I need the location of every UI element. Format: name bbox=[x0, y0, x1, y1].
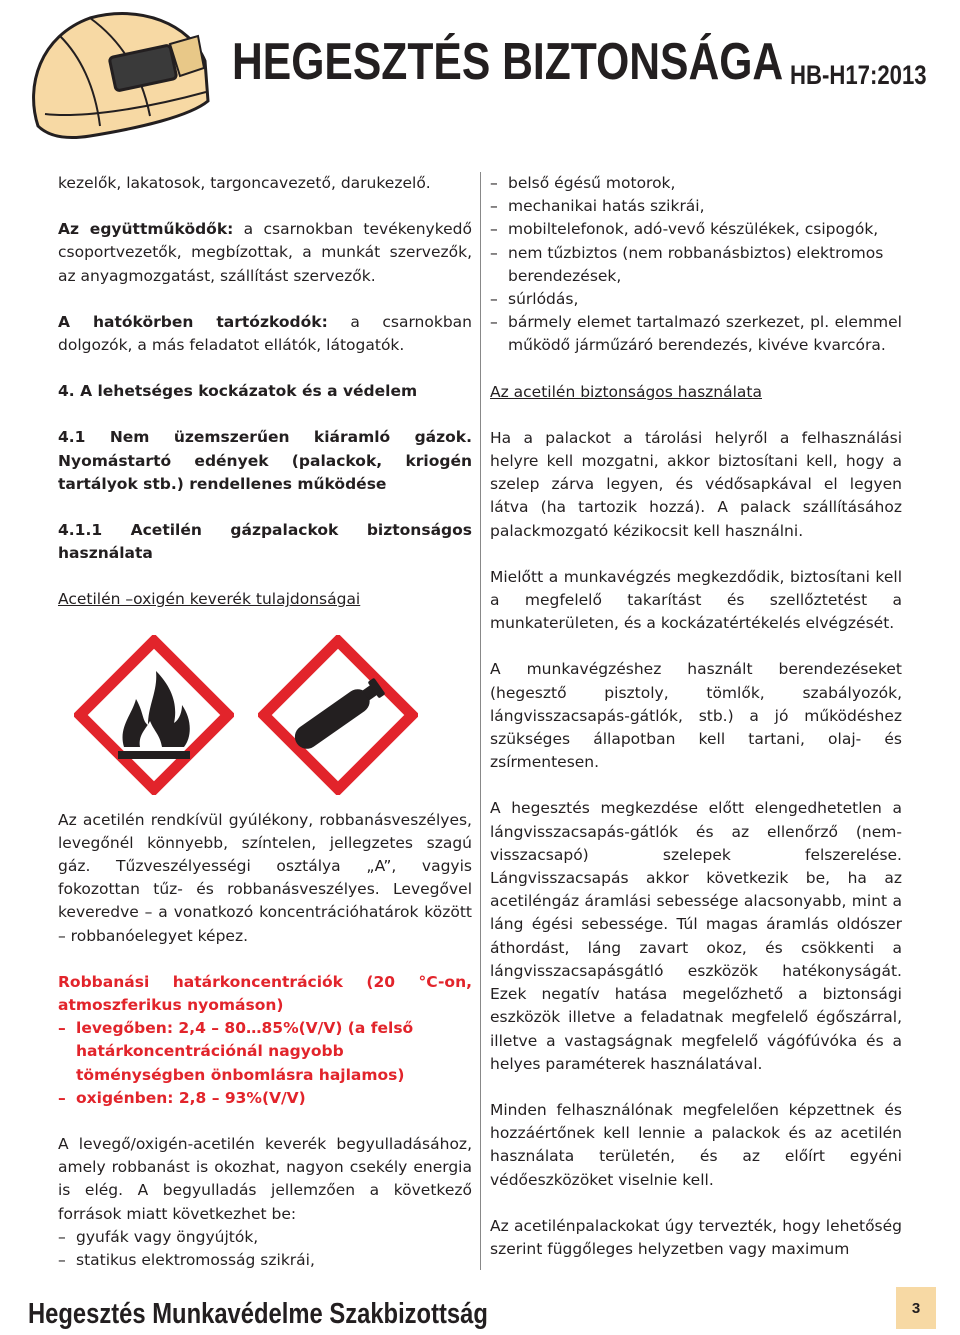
ignition-source-item: – gyufák vagy öngyújtók, bbox=[58, 1226, 472, 1249]
flammable-pictogram-icon bbox=[74, 635, 234, 795]
page-number: 3 bbox=[896, 1287, 936, 1329]
ignition-source-item: – mechanikai hatás szikrái, bbox=[490, 195, 902, 218]
paragraph-cylinder-position: Az acetilénpalackokat úgy tervezték, hogy lehetőség szerint függőleges helyzetben vagy maximum bbox=[490, 1216, 902, 1258]
column-divider bbox=[480, 172, 481, 1270]
footer-organization: Hegesztés Munkavédelme Szakbizottság bbox=[28, 1298, 488, 1330]
ignition-source-item: – bármely elemet tartalmazó szerkezet, pl. elemmel működő járműzáró berendezés, kivéve kvarcóra. bbox=[490, 311, 902, 357]
section-heading-4-1: 4.1 Nem üzemszerűen kiáramló gázok. Nyomástartó edények (palackok, kriogén tartályok stb.) rendellenes működése bbox=[58, 428, 472, 493]
paragraph-flashback-arrestors: A hegesztés megkezdése előtt elengedhetetlen a lángvisszacsapás-gátlók és az ellenőrző (nem-visszacsapó) szelepek felszerelése. Lángvisszacsapás akkor következik be, ha az acetiléngáz áramlási sebessége alacsonyabb, mint a láng égési sebessége. Túl magas áramlás oldószer áthordást, láng zavart okoz, és csökkenti a lángvisszacsapásgátló eszközök hatékonyságát. Ezek negatív hatása megelőzhető a biztonsági eszközök illetve a feladatnak megfelelő égőszárral, illetve a vastagságnak megfelelő vágófúvóka és a helyes paraméterek használatával. bbox=[490, 799, 902, 1073]
paragraph-ignition: A levegő/oxigén-acetilén keverék begyulladásához, amely robbanást is okozhat, nagyon csekély energia is elég. A begyulladás jellemzően a következő források miatt következhet be: bbox=[58, 1135, 472, 1223]
explosion-limits-list bbox=[58, 1017, 472, 1110]
label-cooperators: Az együttműködők: bbox=[58, 220, 234, 239]
paragraph-equipment-condition: A munkavégzéshez használt berendezéseket (hegesztő pisztoly, tömlők, szabályozók, lángvisszacsapás-gátlók, stb.) a jó működéshez szükséges állapotban kell tartani, olaj- és zsírmentesen. bbox=[490, 660, 902, 772]
ignition-sources-list bbox=[58, 1226, 472, 1272]
ignition-source-item: – súrlódás, bbox=[490, 288, 902, 311]
text-bystanders: a csarnokban dolgozók, a más feladatot ellátók, látogatók. bbox=[58, 312, 472, 355]
ignition-source-item: – nem tűzbiztos (nem robbanásbiztos) elektromos berendezések, bbox=[490, 242, 902, 288]
ignition-source-item: – mobiltelefonok, adó-vevő készülékek, csipogók, bbox=[490, 218, 902, 241]
paragraph-acetylene-properties: Az acetilén rendkívül gyúlékony, robbanásveszélyes, levegőnél könnyebb, színtelen, jellegzetes szagú gáz. Tűzveszélyességi osztálya „A”, vagyis fokozottan tűz- és robbanásveszélyes. Levegővel keveredve – a vonatkozó koncentrációhatárok között – robbanóelegyet képez. bbox=[58, 810, 472, 945]
paragraph-bystanders bbox=[58, 311, 472, 357]
explosion-limits-heading: Robbanási határkoncentrációk (20 °C-on, atmoszferikus nyomáson) bbox=[58, 972, 472, 1015]
text-cooperators: a csarnokban tevékenykedő csoportvezetők, megbízottak, a munkát szervezők, az anyagmozgatást, szállítást szervezők. bbox=[58, 220, 472, 285]
paragraph-workplace-prep: Mielőtt a munkavégzés megkezdődik, biztosítani kell a megfelelő takarítást és szellőztetést a munkaterületen, és a kockázatértékelés elvégzését. bbox=[490, 567, 902, 633]
hazard-pictograms bbox=[74, 635, 472, 795]
document-code: HB-H17:2013 bbox=[790, 60, 927, 90]
ignition-source-item: – belső égésű motorok, bbox=[490, 172, 902, 195]
ignition-sources-list-continued bbox=[490, 172, 902, 358]
document-title: HEGESZTÉS BIZTONSÁGA bbox=[232, 33, 784, 91]
section-heading-4: 4. A lehetséges kockázatok és a védelem bbox=[58, 382, 418, 401]
section-heading-4-1-1: 4.1.1 Acetilén gázpalackok biztonságos használata bbox=[58, 521, 472, 563]
paragraph-user-training: Minden felhasználónak megfelelően képzettnek és hozzáértőnek kell lennie a palackok és az acetilén használata területén, és az előírt egyéni védőeszközöket viselnie kell. bbox=[490, 1100, 902, 1189]
paragraph-cylinder-transport: Ha a palackot a tárolási helyről a felhasználási helyre kell mozgatni, akkor biztosítani kell, hogy a szelep zárva legyen, és védősapkával el legyen látva (ha tartozik hozzá). A palack szállításához palackmozgató kézikocsit kell használni. bbox=[490, 428, 902, 540]
welding-helmet-icon bbox=[20, 6, 220, 146]
gas-cylinder-pictogram-icon bbox=[258, 635, 418, 795]
ignition-source-item: – statikus elektromosság szikrái, bbox=[58, 1249, 472, 1272]
explosion-limit-air: – levegőben: 2,4 – 80…85%(V/V) (a felső határkoncentrációnál nagyobb töménységben önbomlásra hajlamos) bbox=[58, 1017, 472, 1087]
explosion-limit-oxygen: – oxigénben: 2,8 – 93%(V/V) bbox=[58, 1087, 472, 1110]
paragraph-cooperators bbox=[58, 218, 472, 288]
paragraph-roles-end: kezelők, lakatosok, targoncavezető, darukezelő. bbox=[58, 174, 431, 192]
label-bystanders: A hatókörben tartózkodók: bbox=[58, 312, 328, 331]
subheading-mixture-properties: Acetilén –oxigén keverék tulajdonságai bbox=[58, 590, 361, 609]
right-column bbox=[490, 172, 902, 1284]
page-header bbox=[0, 0, 960, 150]
left-column bbox=[58, 172, 472, 1272]
subheading-safe-use: Az acetilén biztonságos használata bbox=[490, 382, 762, 401]
